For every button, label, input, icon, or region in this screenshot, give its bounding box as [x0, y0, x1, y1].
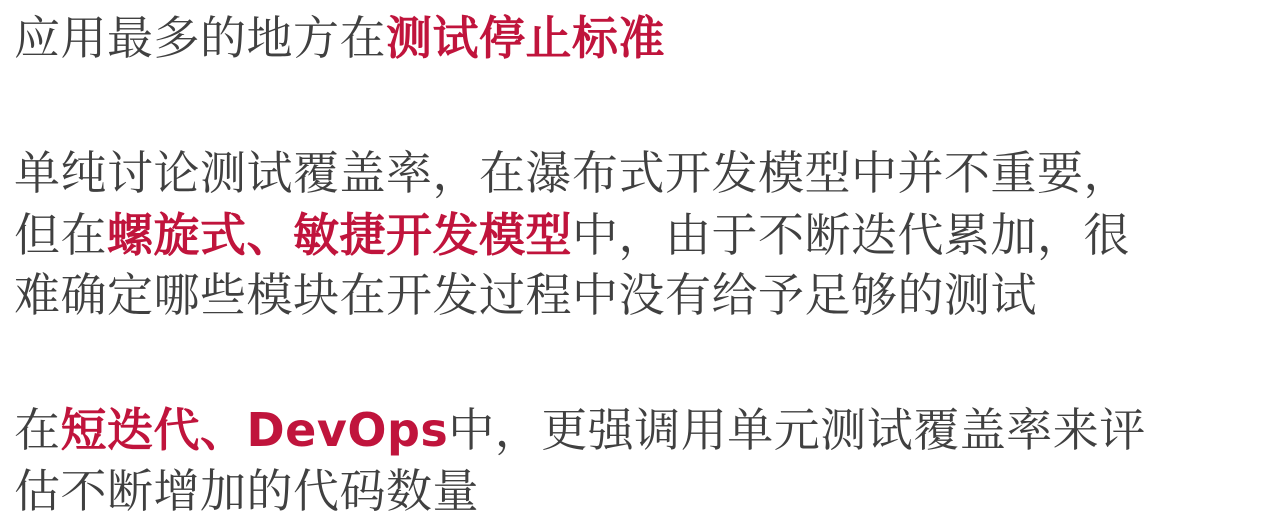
paragraph-1-highlight: 测试停止标准 — [386, 11, 665, 65]
paragraph-2-line-3: 难确定哪些模块在开发过程中没有给予足够的测试 — [14, 268, 1037, 322]
paragraph-2-line-1: 单纯讨论测试覆盖率，在瀑布式开发模型中并不重要， — [14, 146, 1130, 200]
paragraph-1-line-1 — [14, 8, 665, 68]
paragraph-3-suffix: 中，更强调用单元测试覆盖率来评 — [448, 403, 1146, 457]
paragraph-2-highlight: 螺旋式、敏捷开发模型 — [107, 208, 572, 262]
paragraph-1-text: 应用最多的地方在 — [14, 11, 386, 65]
paragraph-2-line-2 — [14, 205, 1130, 265]
paragraph-2-prefix: 但在 — [14, 208, 107, 262]
paragraph-3-line-1 — [14, 400, 1146, 460]
paragraph-3-prefix: 在 — [14, 403, 61, 457]
paragraph-2-suffix: 中，由于不断迭代累加，很 — [572, 208, 1130, 262]
paragraph-3-line-2: 估不断增加的代码数量 — [14, 464, 479, 518]
paragraph-3-highlight: 短迭代、DevOps — [60, 403, 449, 457]
